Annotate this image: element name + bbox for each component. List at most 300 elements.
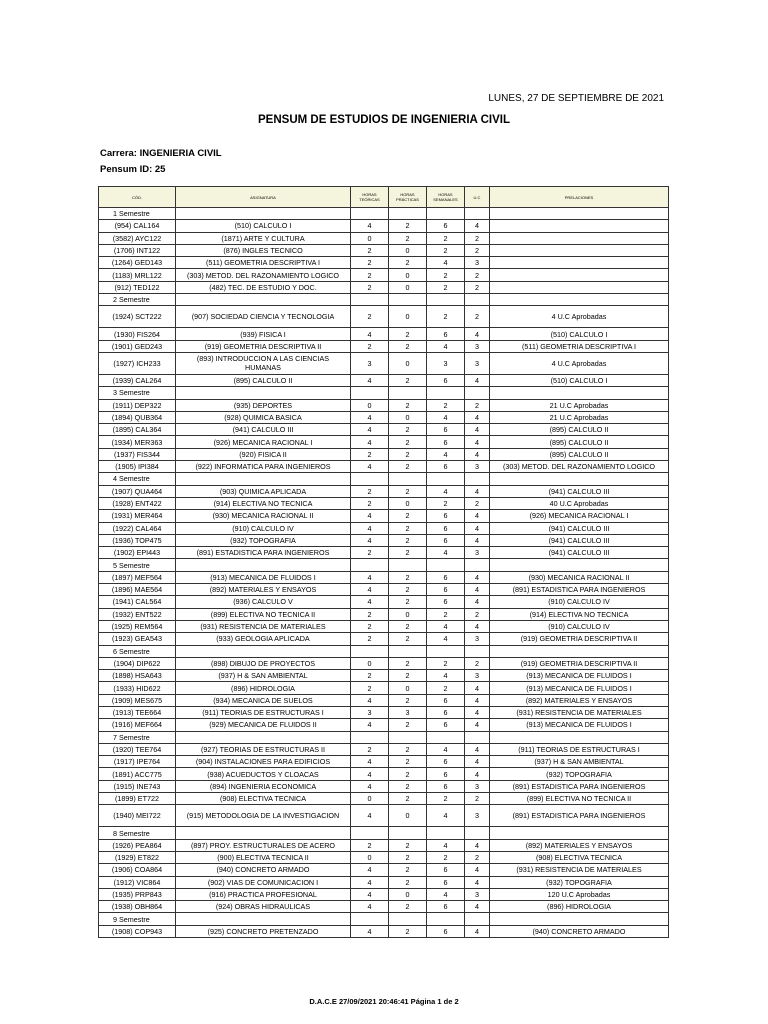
cell-subject: (896) HIDROLOGIA xyxy=(176,682,351,694)
cell-code: (1912) VIC864 xyxy=(99,876,176,888)
semester-empty-cell xyxy=(427,387,465,399)
career-label: Carrera: INGENIERIA CIVIL xyxy=(100,148,222,159)
semester-label: 6 Semestre xyxy=(99,645,176,657)
semester-empty-cell xyxy=(490,473,669,485)
table-row xyxy=(99,876,669,888)
table-row xyxy=(99,756,669,768)
table-row xyxy=(99,805,669,827)
cell-prerequisite: (510) CALCULO I xyxy=(490,328,669,340)
semester-empty-cell xyxy=(427,731,465,743)
cell-prerequisite xyxy=(490,220,669,232)
table-row xyxy=(99,257,669,269)
cell-theory-hours: 4 xyxy=(351,876,389,888)
column-header-code: CÓD. xyxy=(99,187,176,208)
semester-empty-cell xyxy=(176,208,351,220)
cell-credits: 4 xyxy=(465,411,490,423)
cell-prerequisite: (891) ESTADISTICA PARA INGENIEROS xyxy=(490,584,669,596)
semester-empty-cell xyxy=(389,645,427,657)
cell-weekly-hours: 6 xyxy=(427,424,465,436)
cell-subject: (914) ELECTIVA NO TECNICA xyxy=(176,497,351,509)
cell-credits: 4 xyxy=(465,220,490,232)
column-header-weekly-hours: HORAS SEMANALES xyxy=(427,187,465,208)
cell-prerequisite xyxy=(490,257,669,269)
cell-code: (1897) MEF564 xyxy=(99,571,176,583)
cell-weekly-hours: 6 xyxy=(427,220,465,232)
cell-credits: 2 xyxy=(465,608,490,620)
cell-weekly-hours: 4 xyxy=(427,743,465,755)
column-header-theory-hours: HORAS TEÓRICAS xyxy=(351,187,389,208)
table-row xyxy=(99,608,669,620)
semester-empty-cell xyxy=(427,559,465,571)
cell-subject: (511) GEOMETRIA DESCRIPTIVA I xyxy=(176,257,351,269)
page-footer: D.A.C.E 27/09/2021 20:46:41 Página 1 de 2 xyxy=(309,997,459,1006)
cell-prerequisite xyxy=(490,269,669,281)
cell-theory-hours: 2 xyxy=(351,547,389,559)
semester-row xyxy=(99,731,669,743)
cell-practice-hours: 0 xyxy=(389,608,427,620)
cell-code: (1911) DEP322 xyxy=(99,399,176,411)
cell-theory-hours: 4 xyxy=(351,925,389,937)
cell-prerequisite: (931) RESISTENCIA DE MATERIALES xyxy=(490,864,669,876)
semester-label: 7 Semestre xyxy=(99,731,176,743)
table-row xyxy=(99,448,669,460)
cell-weekly-hours: 2 xyxy=(427,682,465,694)
cell-credits: 4 xyxy=(465,682,490,694)
table-row xyxy=(99,269,669,281)
cell-code: (1902) EPI443 xyxy=(99,547,176,559)
cell-theory-hours: 3 xyxy=(351,352,389,374)
cell-practice-hours: 2 xyxy=(389,485,427,497)
pensum-id: Pensum ID: 25 xyxy=(100,164,166,175)
table-row xyxy=(99,547,669,559)
semester-empty-cell xyxy=(176,731,351,743)
cell-code: (1909) MES675 xyxy=(99,694,176,706)
cell-practice-hours: 0 xyxy=(389,888,427,900)
cell-practice-hours: 2 xyxy=(389,780,427,792)
table-row xyxy=(99,232,669,244)
cell-subject: (911) TEORIAS DE ESTRUCTURAS I xyxy=(176,706,351,718)
semester-row xyxy=(99,913,669,925)
cell-code: (1941) CAL564 xyxy=(99,596,176,608)
cell-credits: 3 xyxy=(465,780,490,792)
table-row xyxy=(99,497,669,509)
cell-credits: 4 xyxy=(465,706,490,718)
cell-weekly-hours: 4 xyxy=(427,411,465,423)
cell-code: (1183) MRL122 xyxy=(99,269,176,281)
cell-subject: (1871) ARTE Y CULTURA xyxy=(176,232,351,244)
cell-subject: (939) FISICA I xyxy=(176,328,351,340)
cell-prerequisite: (910) CALCULO IV xyxy=(490,596,669,608)
cell-subject: (936) CALCULO V xyxy=(176,596,351,608)
semester-label: 1 Semestre xyxy=(99,208,176,220)
semester-row xyxy=(99,827,669,839)
cell-weekly-hours: 6 xyxy=(427,876,465,888)
cell-subject: (933) GEOLOGIA APLICADA xyxy=(176,633,351,645)
cell-credits: 3 xyxy=(465,888,490,900)
table-row xyxy=(99,901,669,913)
semester-row xyxy=(99,645,669,657)
table-header-row xyxy=(99,187,669,208)
semester-empty-cell xyxy=(389,208,427,220)
cell-theory-hours: 4 xyxy=(351,436,389,448)
cell-weekly-hours: 3 xyxy=(427,352,465,374)
cell-subject: (925) CONCRETO PRETENZADO xyxy=(176,925,351,937)
cell-credits: 4 xyxy=(465,448,490,460)
cell-prerequisite: (930) MECANICA RACIONAL II xyxy=(490,571,669,583)
cell-subject: (920) FISICA II xyxy=(176,448,351,460)
cell-credits: 3 xyxy=(465,805,490,827)
cell-code: (954) CAL164 xyxy=(99,220,176,232)
table-row xyxy=(99,839,669,851)
table-row xyxy=(99,620,669,632)
cell-practice-hours: 2 xyxy=(389,633,427,645)
cell-practice-hours: 2 xyxy=(389,743,427,755)
cell-code: (1928) ENT422 xyxy=(99,497,176,509)
cell-credits: 2 xyxy=(465,497,490,509)
cell-code: (1913) TEE664 xyxy=(99,706,176,718)
table-row xyxy=(99,780,669,792)
cell-practice-hours: 2 xyxy=(389,220,427,232)
semester-label: 5 Semestre xyxy=(99,559,176,571)
cell-weekly-hours: 4 xyxy=(427,839,465,851)
cell-subject: (482) TEC. DE ESTUDIO Y DOC. xyxy=(176,281,351,293)
cell-theory-hours: 4 xyxy=(351,596,389,608)
cell-weekly-hours: 4 xyxy=(427,670,465,682)
semester-empty-cell xyxy=(465,913,490,925)
cell-theory-hours: 4 xyxy=(351,424,389,436)
cell-theory-hours: 2 xyxy=(351,608,389,620)
cell-credits: 4 xyxy=(465,436,490,448)
cell-prerequisite: (941) CALCULO III xyxy=(490,522,669,534)
cell-credits: 3 xyxy=(465,670,490,682)
cell-practice-hours: 2 xyxy=(389,232,427,244)
cell-code: (1929) ET822 xyxy=(99,851,176,863)
cell-theory-hours: 4 xyxy=(351,805,389,827)
cell-theory-hours: 0 xyxy=(351,657,389,669)
cell-subject: (932) TOPOGRAFIA xyxy=(176,534,351,546)
cell-credits: 2 xyxy=(465,269,490,281)
cell-theory-hours: 2 xyxy=(351,743,389,755)
cell-theory-hours: 2 xyxy=(351,340,389,352)
cell-prerequisite: 21 U.C Aprobadas xyxy=(490,411,669,423)
cell-practice-hours: 2 xyxy=(389,876,427,888)
cell-theory-hours: 4 xyxy=(351,220,389,232)
cell-theory-hours: 2 xyxy=(351,269,389,281)
cell-theory-hours: 4 xyxy=(351,522,389,534)
cell-code: (1927) ICH233 xyxy=(99,352,176,374)
semester-empty-cell xyxy=(490,208,669,220)
cell-code: (1922) CAL464 xyxy=(99,522,176,534)
cell-weekly-hours: 4 xyxy=(427,547,465,559)
cell-credits: 3 xyxy=(465,257,490,269)
cell-prerequisite: (510) CALCULO I xyxy=(490,374,669,386)
semester-empty-cell xyxy=(351,913,389,925)
cell-weekly-hours: 6 xyxy=(427,436,465,448)
semester-empty-cell xyxy=(427,645,465,657)
column-header-subject: ASIGNATURA xyxy=(176,187,351,208)
cell-theory-hours: 4 xyxy=(351,864,389,876)
cell-credits: 3 xyxy=(465,461,490,473)
cell-credits: 4 xyxy=(465,571,490,583)
cell-credits: 2 xyxy=(465,657,490,669)
print-date: LUNES, 27 DE SEPTIEMBRE DE 2021 xyxy=(488,93,664,104)
table-row xyxy=(99,633,669,645)
cell-code: (1937) FIS344 xyxy=(99,448,176,460)
cell-subject: (926) MECANICA RACIONAL I xyxy=(176,436,351,448)
table-row xyxy=(99,682,669,694)
cell-weekly-hours: 4 xyxy=(427,257,465,269)
cell-practice-hours: 3 xyxy=(389,706,427,718)
cell-practice-hours: 2 xyxy=(389,534,427,546)
cell-subject: (891) ESTADISTICA PARA INGENIEROS xyxy=(176,547,351,559)
table-row xyxy=(99,571,669,583)
cell-prerequisite xyxy=(490,244,669,256)
cell-theory-hours: 2 xyxy=(351,306,389,328)
cell-prerequisite: 4 U.C Aprobadas xyxy=(490,306,669,328)
document-title: PENSUM DE ESTUDIOS DE INGENIERIA CIVIL xyxy=(258,114,510,126)
semester-empty-cell xyxy=(465,827,490,839)
cell-subject: (913) MECANICA DE FLUIDOS I xyxy=(176,571,351,583)
cell-credits: 4 xyxy=(465,768,490,780)
cell-code: (1933) HID622 xyxy=(99,682,176,694)
semester-empty-cell xyxy=(465,208,490,220)
cell-weekly-hours: 6 xyxy=(427,584,465,596)
cell-theory-hours: 3 xyxy=(351,706,389,718)
cell-practice-hours: 0 xyxy=(389,352,427,374)
cell-practice-hours: 2 xyxy=(389,340,427,352)
table-row xyxy=(99,411,669,423)
cell-prerequisite: (908) ELECTIVA TECNICA xyxy=(490,851,669,863)
cell-weekly-hours: 2 xyxy=(427,399,465,411)
table-row xyxy=(99,399,669,411)
cell-prerequisite: (892) MATERIALES Y ENSAYOS xyxy=(490,839,669,851)
cell-code: (1926) PEA864 xyxy=(99,839,176,851)
cell-theory-hours: 2 xyxy=(351,244,389,256)
cell-theory-hours: 0 xyxy=(351,851,389,863)
cell-credits: 2 xyxy=(465,306,490,328)
cell-practice-hours: 2 xyxy=(389,424,427,436)
semester-empty-cell xyxy=(351,387,389,399)
cell-subject: (941) CALCULO III xyxy=(176,424,351,436)
cell-theory-hours: 4 xyxy=(351,768,389,780)
semester-empty-cell xyxy=(490,827,669,839)
cell-weekly-hours: 6 xyxy=(427,534,465,546)
cell-code: (1905) IPI384 xyxy=(99,461,176,473)
table-row xyxy=(99,424,669,436)
table-row xyxy=(99,768,669,780)
semester-empty-cell xyxy=(351,473,389,485)
table-row xyxy=(99,340,669,352)
cell-weekly-hours: 4 xyxy=(427,805,465,827)
cell-prerequisite: (913) MECANICA DE FLUIDOS I xyxy=(490,670,669,682)
cell-prerequisite: (932) TOPOGRAFIA xyxy=(490,768,669,780)
cell-code: (1899) ET722 xyxy=(99,793,176,805)
cell-theory-hours: 2 xyxy=(351,497,389,509)
cell-subject: (938) ACUEDUCTOS Y CLOACAS xyxy=(176,768,351,780)
cell-weekly-hours: 6 xyxy=(427,925,465,937)
cell-credits: 2 xyxy=(465,244,490,256)
cell-theory-hours: 4 xyxy=(351,510,389,522)
cell-prerequisite: (899) ELECTIVA NO TECNICA II xyxy=(490,793,669,805)
cell-subject: (900) ELECTIVA TECNICA II xyxy=(176,851,351,863)
cell-subject: (892) MATERIALES Y ENSAYOS xyxy=(176,584,351,596)
table-row xyxy=(99,925,669,937)
cell-subject: (915) METODOLOGIA DE LA INVESTIGACION xyxy=(176,805,351,827)
cell-prerequisite: (914) ELECTIVA NO TECNICA xyxy=(490,608,669,620)
cell-code: (1938) OBH864 xyxy=(99,901,176,913)
cell-code: (1923) GEA543 xyxy=(99,633,176,645)
semester-empty-cell xyxy=(490,731,669,743)
cell-credits: 4 xyxy=(465,864,490,876)
cell-weekly-hours: 2 xyxy=(427,306,465,328)
cell-practice-hours: 2 xyxy=(389,864,427,876)
cell-credits: 4 xyxy=(465,620,490,632)
semester-row xyxy=(99,387,669,399)
semester-empty-cell xyxy=(176,473,351,485)
cell-practice-hours: 0 xyxy=(389,281,427,293)
cell-theory-hours: 4 xyxy=(351,328,389,340)
semester-empty-cell xyxy=(427,473,465,485)
cell-practice-hours: 2 xyxy=(389,925,427,937)
cell-credits: 3 xyxy=(465,547,490,559)
cell-credits: 4 xyxy=(465,485,490,497)
cell-credits: 4 xyxy=(465,743,490,755)
cell-credits: 3 xyxy=(465,340,490,352)
cell-weekly-hours: 4 xyxy=(427,485,465,497)
cell-credits: 4 xyxy=(465,374,490,386)
cell-weekly-hours: 6 xyxy=(427,596,465,608)
cell-practice-hours: 0 xyxy=(389,682,427,694)
cell-code: (1896) MAE564 xyxy=(99,584,176,596)
cell-prerequisite: (891) ESTADISTICA PARA INGENIEROS xyxy=(490,805,669,827)
table-body xyxy=(99,208,669,938)
cell-weekly-hours: 6 xyxy=(427,768,465,780)
cell-code: (1904) DIP622 xyxy=(99,657,176,669)
cell-code: (1925) REM564 xyxy=(99,620,176,632)
cell-prerequisite: (892) MATERIALES Y ENSAYOS xyxy=(490,694,669,706)
cell-weekly-hours: 4 xyxy=(427,448,465,460)
cell-theory-hours: 4 xyxy=(351,534,389,546)
semester-empty-cell xyxy=(465,387,490,399)
cell-theory-hours: 4 xyxy=(351,901,389,913)
cell-practice-hours: 2 xyxy=(389,257,427,269)
cell-credits: 3 xyxy=(465,633,490,645)
cell-theory-hours: 2 xyxy=(351,682,389,694)
table-row xyxy=(99,461,669,473)
table-row xyxy=(99,306,669,328)
cell-prerequisite: (919) GEOMETRIA DESCRIPTIVA II xyxy=(490,633,669,645)
table-row xyxy=(99,851,669,863)
cell-subject: (924) OBRAS HIDRAULICAS xyxy=(176,901,351,913)
cell-theory-hours: 4 xyxy=(351,571,389,583)
table-row xyxy=(99,657,669,669)
cell-practice-hours: 2 xyxy=(389,670,427,682)
cell-subject: (935) DEPORTES xyxy=(176,399,351,411)
cell-weekly-hours: 6 xyxy=(427,510,465,522)
cell-practice-hours: 0 xyxy=(389,306,427,328)
cell-credits: 4 xyxy=(465,694,490,706)
cell-credits: 4 xyxy=(465,876,490,888)
column-header-credits: U.C xyxy=(465,187,490,208)
semester-empty-cell xyxy=(389,731,427,743)
cell-credits: 2 xyxy=(465,281,490,293)
cell-practice-hours: 0 xyxy=(389,411,427,423)
cell-practice-hours: 0 xyxy=(389,497,427,509)
semester-label: 9 Semestre xyxy=(99,913,176,925)
semester-empty-cell xyxy=(490,559,669,571)
cell-weekly-hours: 6 xyxy=(427,522,465,534)
cell-prerequisite: (896) HIDROLOGIA xyxy=(490,901,669,913)
cell-code: (1939) CAL264 xyxy=(99,374,176,386)
cell-credits: 3 xyxy=(465,352,490,374)
semester-empty-cell xyxy=(351,294,389,306)
cell-weekly-hours: 2 xyxy=(427,497,465,509)
cell-prerequisite: 120 U.C Aprobadas xyxy=(490,888,669,900)
cell-subject: (922) INFORMATICA PARA INGENIEROS xyxy=(176,461,351,473)
table-row xyxy=(99,220,669,232)
cell-credits: 4 xyxy=(465,534,490,546)
cell-subject: (303) METOD. DEL RAZONAMIENTO LOGICO xyxy=(176,269,351,281)
cell-weekly-hours: 2 xyxy=(427,269,465,281)
cell-code: (1931) MER464 xyxy=(99,510,176,522)
table-row xyxy=(99,522,669,534)
cell-practice-hours: 2 xyxy=(389,596,427,608)
cell-practice-hours: 2 xyxy=(389,328,427,340)
cell-practice-hours: 2 xyxy=(389,584,427,596)
cell-practice-hours: 0 xyxy=(389,805,427,827)
cell-code: (1924) SCT222 xyxy=(99,306,176,328)
cell-prerequisite: 4 U.C Aprobadas xyxy=(490,352,669,374)
semester-empty-cell xyxy=(465,473,490,485)
table-row xyxy=(99,352,669,374)
cell-credits: 4 xyxy=(465,719,490,731)
cell-code: (1891) ACC775 xyxy=(99,768,176,780)
cell-code: (1915) INE743 xyxy=(99,780,176,792)
cell-weekly-hours: 4 xyxy=(427,888,465,900)
semester-empty-cell xyxy=(490,645,669,657)
semester-row xyxy=(99,559,669,571)
cell-practice-hours: 2 xyxy=(389,901,427,913)
table-row xyxy=(99,584,669,596)
cell-subject: (903) QUIMICA APLICADA xyxy=(176,485,351,497)
cell-practice-hours: 2 xyxy=(389,399,427,411)
cell-prerequisite: (913) MECANICA DE FLUIDOS I xyxy=(490,682,669,694)
semester-empty-cell xyxy=(176,294,351,306)
cell-subject: (940) CONCRETO ARMADO xyxy=(176,864,351,876)
cell-subject: (928) QUIMICA BASICA xyxy=(176,411,351,423)
cell-subject: (908) ELECTIVA TECNICA xyxy=(176,793,351,805)
cell-weekly-hours: 6 xyxy=(427,571,465,583)
cell-weekly-hours: 2 xyxy=(427,657,465,669)
cell-credits: 4 xyxy=(465,328,490,340)
table-row xyxy=(99,793,669,805)
cell-code: (1907) QUA464 xyxy=(99,485,176,497)
cell-weekly-hours: 2 xyxy=(427,281,465,293)
semester-empty-cell xyxy=(490,387,669,399)
cell-theory-hours: 0 xyxy=(351,793,389,805)
cell-credits: 4 xyxy=(465,901,490,913)
cell-weekly-hours: 6 xyxy=(427,780,465,792)
semester-label: 3 Semestre xyxy=(99,387,176,399)
cell-theory-hours: 2 xyxy=(351,633,389,645)
cell-theory-hours: 4 xyxy=(351,374,389,386)
cell-prerequisite: (941) CALCULO III xyxy=(490,485,669,497)
semester-empty-cell xyxy=(176,559,351,571)
cell-code: (1894) QUB364 xyxy=(99,411,176,423)
cell-practice-hours: 2 xyxy=(389,547,427,559)
cell-code: (1934) MER363 xyxy=(99,436,176,448)
cell-weekly-hours: 2 xyxy=(427,851,465,863)
